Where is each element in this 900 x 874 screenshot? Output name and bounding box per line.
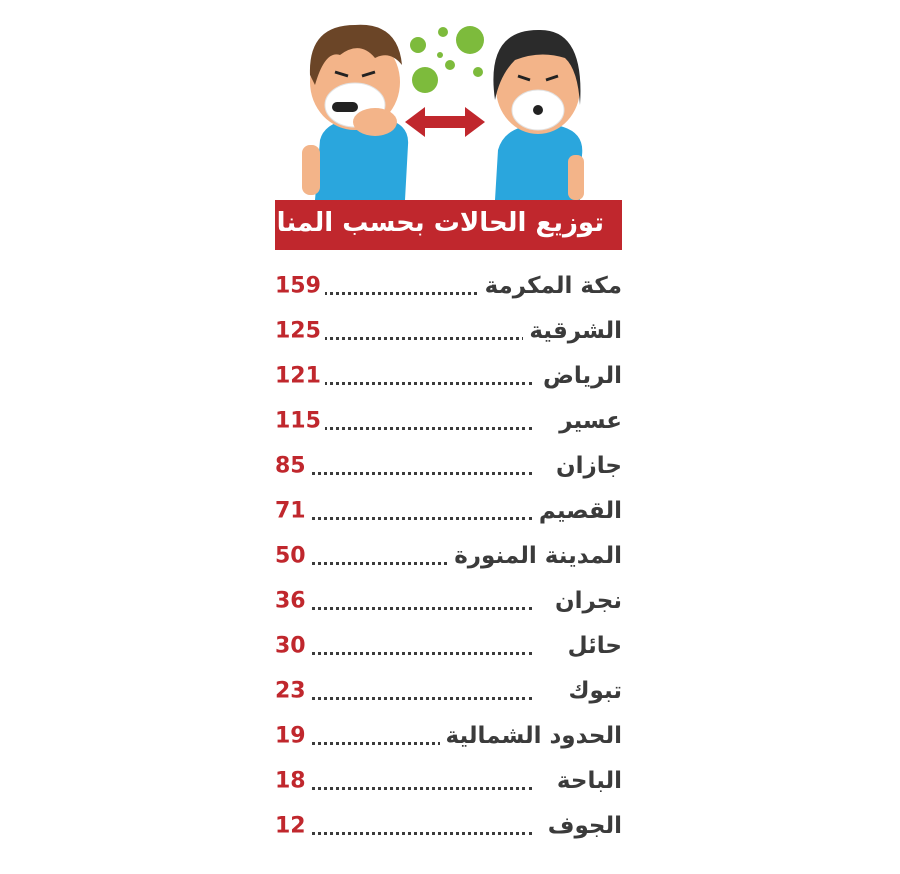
case-count: 23: [275, 678, 310, 703]
case-count: 18: [275, 768, 310, 793]
case-count: 30: [275, 633, 310, 658]
list-item: [275, 623, 622, 668]
region-list: [275, 263, 622, 848]
list-item: [275, 488, 622, 533]
dot-leader: [305, 697, 532, 700]
region-name: نجران: [549, 588, 622, 614]
list-item: [275, 668, 622, 713]
list-item: [275, 308, 622, 353]
case-count: 50: [275, 543, 310, 568]
case-count: 85: [275, 453, 310, 478]
dot-leader: [305, 832, 532, 835]
case-count: 71: [275, 498, 310, 523]
dot-leader: [305, 472, 532, 475]
title-banner: [228, 200, 622, 250]
covid-illustration: [280, 10, 620, 200]
list-item: [275, 263, 622, 308]
dot-leader: [305, 427, 532, 430]
region-name: تبوك: [562, 678, 622, 704]
region-name: جازان: [550, 453, 622, 479]
region-name: الحدود الشمالية: [440, 723, 622, 749]
region-name: مكة المكرمة: [479, 273, 622, 299]
region-name: القصيم: [533, 498, 622, 524]
dot-leader: [305, 652, 532, 655]
virus-icon: [410, 26, 484, 93]
person-mask-icon: [493, 30, 584, 200]
list-item: [275, 758, 622, 803]
dot-leader: [305, 517, 532, 520]
case-count: 121: [275, 363, 325, 388]
case-count: 115: [275, 408, 325, 433]
case-count: 12: [275, 813, 310, 838]
region-name: الشرقية: [523, 318, 622, 344]
region-name: المدينة المنورة: [448, 543, 622, 569]
dot-leader: [305, 337, 532, 340]
region-name: عسير: [553, 408, 622, 434]
banner-title: توزيع الحالات بحسب المناطق: [228, 208, 604, 238]
case-count: 19: [275, 723, 310, 748]
dot-leader: [305, 382, 532, 385]
case-count: 125: [275, 318, 325, 343]
case-count: 36: [275, 588, 310, 613]
list-item: [275, 713, 622, 758]
list-item: [275, 578, 622, 623]
region-name: الجوف: [542, 813, 622, 839]
list-item: [275, 443, 622, 488]
region-name: الباحة: [551, 768, 622, 794]
dot-leader: [305, 607, 532, 610]
list-item: [275, 803, 622, 848]
list-item: [275, 353, 622, 398]
region-name: الرياض: [537, 363, 622, 389]
list-item: [275, 533, 622, 578]
list-item: [275, 398, 622, 443]
double-arrow-icon: [405, 107, 485, 137]
dot-leader: [305, 787, 532, 790]
region-name: حائل: [562, 633, 622, 659]
person-coughing-icon: [302, 25, 408, 200]
case-count: 159: [275, 273, 325, 298]
